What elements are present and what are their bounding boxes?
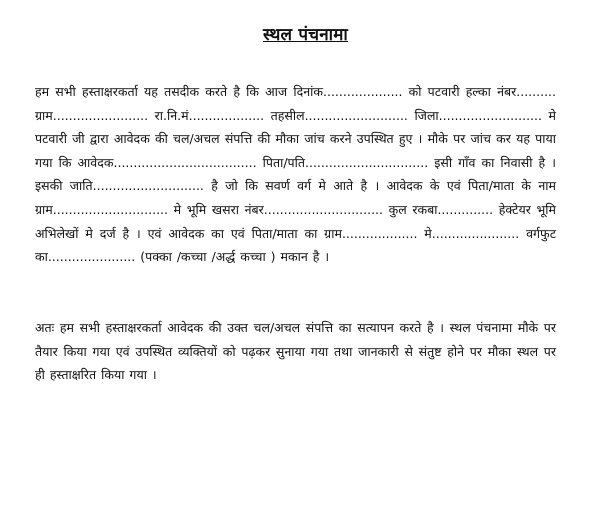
body-paragraph-2: अतः हम सभी हस्ताक्षरकर्ता आवेदक की उक्त चल/अचल संपत्ति का सत्यापन करते है । स्थल पंचनामा मौके पर तैयार किया गया एवं उपस्थित व्यक्तियों को पढ़कर सुनाया गया तथा जानकारी से संतुष्ट होने पर मौका स्थल पर ही हस्ताक्षरित किया गया । — [35, 320, 556, 383]
document-title: स्थल पंचनामा — [262, 25, 349, 45]
body-paragraph-1: हम सभी हस्ताक्षरकर्ता यह तसदीक करते है कि आज दिनांक.................... को पटवारी हल्का नंबर.......... ग्राम........................ रा.नि.मं................... तहसील.......................... जिला.......................... मे पटवारी जी द्वारा आवेदक की चल/अचल संपत्ति की मौका जांच करने उपस्थित हुए । मौके पर जांच कर यह पाया गया कि आवेदक.................................... पिता/पति............................... इसी गाँव का निवासी है । इसकी जाति............................ है जो कि सवर्ण वर्ग मे आते है । आवेदक के एवं पिता/माता के नाम ग्राम............................. मे भूमि खसरा नंबर.............................. कुल रकबा.............. हेक्टेयर भूमि अभिलेखों मे दर्ज है । एवं आवेदक का एवं पिता/माता का ग्राम................... मे...................... वर्गफुट का...................... (पक्का /कच्चा /अर्द्ध कच्चा ) मकान है । — [35, 84, 556, 265]
